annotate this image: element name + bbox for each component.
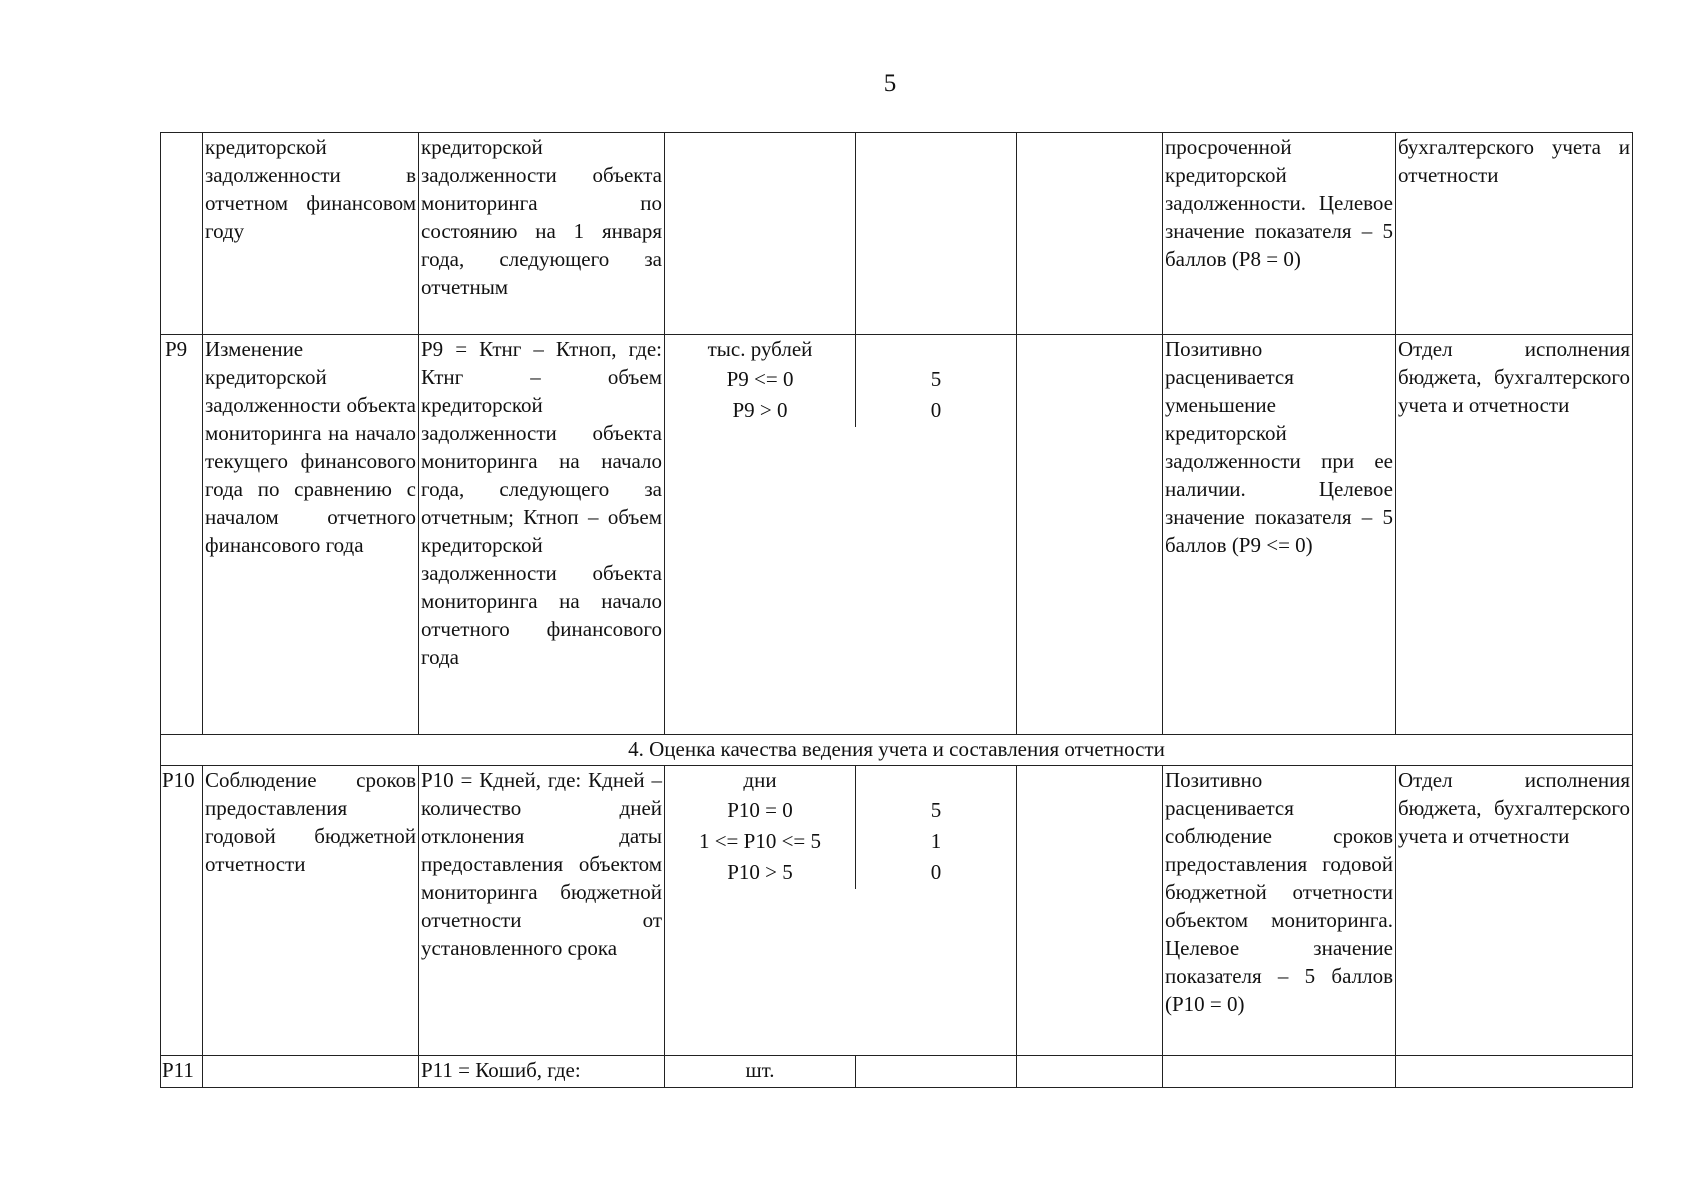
indicator-responsible: бухгалтерского учета и отчетности <box>1396 133 1633 335</box>
section-heading: 4. Оценка качества ведения учета и составления отчетности <box>161 735 1633 766</box>
indicator-formula: P10 = Кдней, где: Кдней – количество дней отклонения даты предоставления объектом мониторинга бюджетной отчетности от установленного срока <box>419 766 665 1056</box>
indicator-description <box>1163 1056 1396 1088</box>
indicator-responsible: Отдел исполнения бюджета, бухгалтерского учета и отчетности <box>1396 335 1633 735</box>
indicator-extra <box>1017 335 1163 735</box>
indicators-table <box>160 132 1633 1088</box>
indicator-name <box>203 1056 419 1088</box>
indicator-name: Соблюдение сроков предоставления годовой бюджетной отчетности <box>203 766 419 1056</box>
scoring-table <box>665 766 1016 889</box>
score-cell: 5 <box>930 798 942 822</box>
indicator-formula: P9 = Ктнг – Ктноп, где: Ктнг – объем кредиторской задолженности объекта мониторинга на начало года, следующего за отчетным; Ктноп – объем кредиторской задолженности объекта мониторинга на начало отчетного финансового года <box>419 335 665 735</box>
indicator-code: P9 <box>161 335 203 735</box>
indicator-code: P10 <box>161 766 203 1056</box>
indicator-code <box>161 133 203 335</box>
scoring-table <box>665 335 1016 427</box>
indicator-description: Позитивно расценивается уменьшение кредиторской задолженности при ее наличии. Целевое значение показателя – 5 баллов (P9 <= 0) <box>1163 335 1396 735</box>
indicator-formula: P11 = Кошиб, где: <box>419 1056 665 1088</box>
table-row <box>161 766 1633 1056</box>
indicator-extra <box>1017 766 1163 1056</box>
page-number: 5 <box>883 70 897 97</box>
score-cell: 0 <box>930 398 942 422</box>
condition-cell: P10 > 5 <box>665 858 855 889</box>
condition-cell: P10 = 0 <box>665 796 855 827</box>
score-cell: 0 <box>930 860 942 884</box>
table-row <box>161 335 1633 735</box>
indicator-formula: кредиторской задолженности объекта мониторинга по состоянию на 1 января года, следующего за отчетным <box>419 133 665 335</box>
score-cell: 1 <box>930 829 942 853</box>
condition-cell: P9 <= 0 <box>665 365 856 396</box>
condition-cell: 1 <= P10 <= 5 <box>665 827 855 858</box>
scoring-block <box>665 335 1017 735</box>
indicator-responsible: Отдел исполнения бюджета, бухгалтерского учета и отчетности <box>1396 766 1633 1056</box>
units-label: тыс. рублей <box>665 335 856 365</box>
indicator-description: Позитивно расценивается соблюдение сроков предоставления годовой бюджетной отчетности объектом мониторинга. Целевое значение показателя – 5 баллов (P10 = 0) <box>1163 766 1396 1056</box>
score-cell: 5 <box>930 367 942 391</box>
indicator-units <box>665 133 856 335</box>
indicator-name: Изменение кредиторской задолженности объекта мониторинга на начало текущего финансового года по сравнению с началом отчетного финансового года <box>203 335 419 735</box>
units-label: дни <box>665 766 855 796</box>
indicator-condition <box>856 133 1017 335</box>
scoring-block <box>665 766 1017 1056</box>
indicator-description: просроченной кредиторской задолженности. Целевое значение показателя – 5 баллов (P8 = 0) <box>1163 133 1396 335</box>
condition-cell: P9 > 0 <box>665 396 856 427</box>
table-row <box>161 1056 1633 1088</box>
indicator-name: кредиторской задолженности в отчетном финансовом году <box>203 133 419 335</box>
table-row <box>161 133 1633 335</box>
indicator-units: шт. <box>665 1056 856 1088</box>
indicator-responsible <box>1396 1056 1633 1088</box>
section-row <box>161 735 1633 766</box>
indicator-extra <box>1017 1056 1163 1088</box>
indicator-code: P11 <box>161 1056 203 1088</box>
indicator-extra <box>1017 133 1163 335</box>
indicator-condition <box>856 1056 1017 1088</box>
